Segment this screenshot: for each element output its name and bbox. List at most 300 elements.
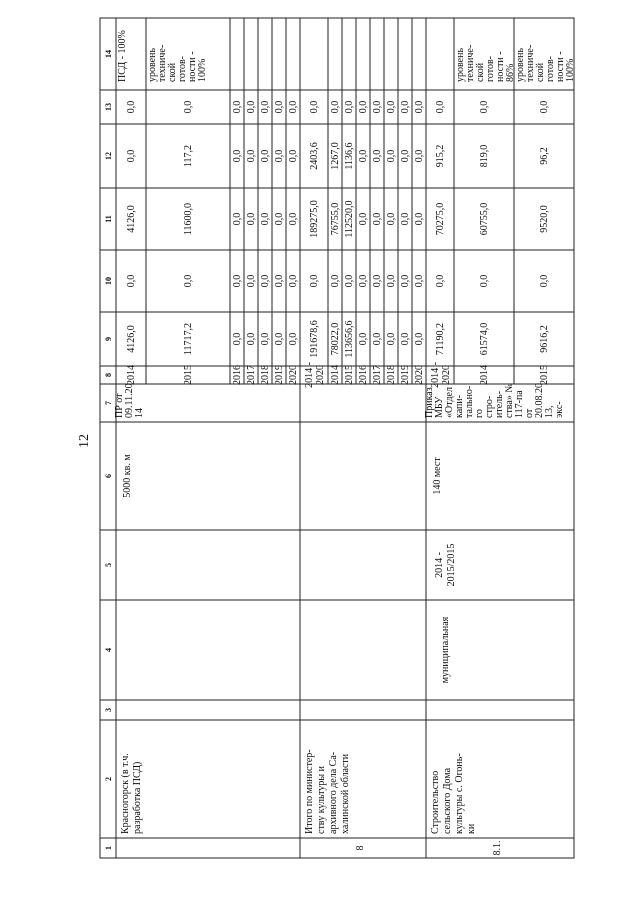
- value-cell: [358, 101, 369, 114]
- note-cell-line: ПСД - 100%: [117, 30, 128, 82]
- document-cell-line: Приказ: [424, 387, 435, 418]
- document-cell-line: ства» №: [504, 383, 515, 418]
- value-cell: [479, 323, 490, 356]
- value-cell-line: 0,0: [479, 274, 490, 288]
- value-cell: [330, 101, 341, 114]
- document-cell-line: от: [524, 408, 535, 418]
- note-cell-line: уровень: [147, 47, 158, 82]
- value-cell-line: 0,0: [126, 149, 137, 163]
- value-cell-line: 2017: [246, 365, 257, 385]
- note-cell-line: готов-: [545, 55, 556, 82]
- object-name-cell: [120, 753, 143, 834]
- note-cell-line: 86%: [505, 63, 516, 82]
- value-cell-line: 2015: [183, 365, 194, 385]
- value-cell: [358, 213, 369, 226]
- value-cell-line: 0,0: [246, 100, 257, 114]
- value-cell-line: 0,0: [539, 274, 550, 288]
- value-cell: [372, 150, 383, 163]
- row-number-cell: [492, 841, 503, 856]
- value-cell-line: 0,0: [479, 100, 490, 114]
- value-cell-line: 0,0: [414, 212, 425, 226]
- value-cell: [309, 320, 320, 358]
- object-name-cell-line: Строительство: [430, 770, 441, 834]
- column-number-2-line: 2: [104, 777, 113, 781]
- value-cell-line: 0,0: [400, 332, 411, 346]
- column-number-9-line: 9: [104, 337, 113, 341]
- period-cell-line: 2015/2015: [446, 543, 457, 587]
- object-name-cell-line: халинской области: [340, 753, 351, 834]
- document-cell-line: 117-па: [514, 390, 525, 418]
- value-cell: [539, 205, 550, 233]
- value-cell: [372, 101, 383, 114]
- value-cell-line: 11600,0: [183, 202, 194, 236]
- value-cell-line: 0,0: [386, 274, 397, 288]
- column-number-1-line: 1: [104, 846, 113, 850]
- document-cell-line: итель-: [494, 390, 505, 418]
- object-name-cell-line: ки: [466, 823, 477, 834]
- value-cell-line: 0,0: [372, 149, 383, 163]
- value-cell: [309, 142, 320, 170]
- value-cell: [232, 365, 243, 385]
- value-cell-line: 11717,2: [183, 322, 194, 356]
- value-cell: [400, 275, 411, 288]
- value-cell-line: 0,0: [183, 100, 194, 114]
- note-cell-line: готов-: [485, 55, 496, 82]
- value-cell-line: 0,0: [386, 332, 397, 346]
- capacity-cell-line: 140 мест: [432, 457, 443, 495]
- ownership-cell: [440, 616, 451, 683]
- row-number-cell-line: 8: [355, 845, 366, 851]
- value-cell: [126, 150, 137, 163]
- value-cell-line: 189275,0: [309, 200, 320, 238]
- column-number-1: [104, 846, 113, 850]
- value-cell: [435, 101, 446, 114]
- value-cell-line: 0,0: [232, 274, 243, 288]
- value-cell-line: 117,2: [183, 144, 194, 168]
- value-cell: [246, 101, 257, 114]
- value-cell-line: 60755,0: [479, 202, 490, 236]
- value-cell-line: 2403,6: [309, 142, 320, 170]
- value-cell-line: 113656,6: [344, 320, 355, 358]
- value-cell-line: 0,0: [372, 274, 383, 288]
- document-cell-line: «Отдел: [444, 387, 455, 418]
- value-cell: [539, 101, 550, 114]
- document-cell-line: стро-: [484, 395, 495, 418]
- value-cell-line: 0,0: [288, 149, 299, 163]
- column-number-14-line: 14: [104, 50, 113, 58]
- value-cell: [288, 101, 299, 114]
- year-cell-line: 2020: [441, 365, 452, 385]
- value-cell-line: 0,0: [288, 100, 299, 114]
- value-cell: [435, 275, 446, 288]
- document-cell-line: 13,: [544, 405, 555, 418]
- object-name-cell-line: ству культуры и: [316, 766, 327, 834]
- value-cell-line: 112520,0: [344, 200, 355, 238]
- value-cell: [126, 205, 137, 233]
- value-cell: [330, 275, 341, 288]
- value-cell-line: 0,0: [183, 274, 194, 288]
- value-cell: [232, 101, 243, 114]
- value-cell-line: 0,0: [358, 332, 369, 346]
- value-cell: [479, 203, 490, 236]
- value-cell-line: 0,0: [232, 149, 243, 163]
- column-number-13-line: 13: [104, 103, 113, 111]
- document-cell-line: 14: [134, 408, 145, 418]
- value-cell-line: 2015: [344, 365, 355, 385]
- value-cell: [309, 275, 320, 288]
- value-cell: [539, 147, 550, 165]
- value-cell-line: 0,0: [232, 100, 243, 114]
- value-cell-line: 4126,0: [126, 205, 137, 233]
- column-number-10: [104, 277, 113, 285]
- object-name-cell-line: сельского Дома: [442, 767, 453, 834]
- value-cell: [400, 101, 411, 114]
- document-cell-line: ПР от: [114, 393, 125, 418]
- value-cell: [358, 365, 369, 385]
- value-cell: [126, 325, 137, 353]
- value-cell-line: 2016: [358, 365, 369, 385]
- note-cell-line: ской: [475, 62, 486, 82]
- value-cell-line: 2014: [330, 365, 341, 385]
- value-cell: [386, 333, 397, 346]
- value-cell-line: 0,0: [386, 100, 397, 114]
- value-cell-line: 0,0: [414, 274, 425, 288]
- column-number-3: [104, 708, 113, 712]
- document-cell-line: МБУ: [434, 396, 445, 418]
- value-cell-line: 0,0: [358, 212, 369, 226]
- value-cell: [400, 333, 411, 346]
- value-cell-line: 2018: [386, 365, 397, 385]
- value-cell: [400, 213, 411, 226]
- note-cell-line: техниче-: [465, 44, 476, 82]
- value-cell-line: 2014: [126, 365, 137, 385]
- value-cell-line: 2018: [260, 365, 271, 385]
- value-cell-line: 0,0: [260, 274, 271, 288]
- value-cell: [414, 101, 425, 114]
- value-cell-line: 0,0: [274, 149, 285, 163]
- value-cell-line: 0,0: [344, 100, 355, 114]
- value-cell: [344, 365, 355, 385]
- value-cell: [358, 150, 369, 163]
- year-cell-line: 2014 -: [304, 362, 315, 388]
- column-number-11-line: 11: [104, 215, 113, 223]
- document-cell-line: тально-: [464, 385, 475, 418]
- value-cell-line: 0,0: [232, 332, 243, 346]
- value-cell: [246, 333, 257, 346]
- value-cell: [479, 365, 490, 385]
- page-number: [77, 434, 92, 448]
- capacity-cell: [122, 454, 133, 498]
- value-cell-line: 0,0: [274, 212, 285, 226]
- value-cell-line: 0,0: [372, 332, 383, 346]
- value-cell: [386, 213, 397, 226]
- value-cell: [386, 150, 397, 163]
- note-cell: [455, 45, 516, 82]
- column-number-6: [104, 474, 113, 478]
- value-cell-line: 2020: [288, 365, 299, 385]
- value-cell-line: 0,0: [372, 100, 383, 114]
- value-cell-line: 0,0: [260, 149, 271, 163]
- value-cell: [183, 323, 194, 355]
- note-cell-line: ности -: [495, 51, 506, 82]
- column-number-5: [104, 563, 113, 567]
- object-name-cell-line: Итого по министер-: [304, 749, 315, 834]
- note-cell-line: ности -: [187, 51, 198, 82]
- document-cell: [424, 383, 565, 418]
- object-name-cell-line: Красногорск (в т.ч.: [120, 753, 131, 834]
- column-number-3-line: 3: [104, 708, 113, 712]
- value-cell-line: 0,0: [126, 274, 137, 288]
- note-cell-line: готов-: [177, 55, 188, 82]
- value-cell: [358, 333, 369, 346]
- value-cell: [288, 333, 299, 346]
- value-cell: [183, 275, 194, 288]
- value-cell: [183, 145, 194, 167]
- column-number-11: [104, 215, 113, 223]
- value-cell-line: 0,0: [435, 274, 446, 288]
- value-cell-line: 0,0: [358, 149, 369, 163]
- value-cell-line: 9616,2: [539, 325, 550, 353]
- value-cell: [126, 365, 137, 385]
- value-cell: [386, 101, 397, 114]
- note-cell-line: ской: [167, 62, 178, 82]
- value-cell-line: 0,0: [309, 274, 320, 288]
- value-cell-line: 1136,6: [344, 142, 355, 170]
- value-cell-line: 0,0: [260, 100, 271, 114]
- value-cell-line: 0,0: [358, 274, 369, 288]
- value-cell-line: 0,0: [414, 332, 425, 346]
- value-cell: [414, 213, 425, 226]
- value-cell: [330, 142, 341, 170]
- value-cell: [274, 101, 285, 114]
- column-number-7: [104, 401, 113, 405]
- value-cell: [246, 275, 257, 288]
- document-cell-line: капи-: [454, 394, 465, 418]
- value-cell: [400, 365, 411, 385]
- value-cell-line: 2017: [372, 365, 383, 385]
- value-cell: [260, 365, 271, 385]
- value-cell: [372, 213, 383, 226]
- ownership-cell-line: муниципальная: [440, 616, 451, 684]
- value-cell-line: 915,2: [435, 144, 446, 168]
- value-cell-line: 0,0: [260, 332, 271, 346]
- value-cell: [344, 320, 355, 357]
- value-cell-line: 2019: [274, 365, 285, 385]
- value-cell-line: 0,0: [414, 149, 425, 163]
- value-cell-line: 9520,0: [539, 205, 550, 233]
- value-cell: [183, 203, 194, 235]
- object-name-cell-line: культуры с. Огонь-: [454, 753, 465, 834]
- note-cell-line: уровень: [455, 47, 466, 82]
- value-cell: [344, 142, 355, 169]
- value-cell: [344, 200, 355, 237]
- column-number-6-line: 6: [104, 474, 113, 478]
- period-cell: [434, 544, 457, 587]
- row-number-cell: [355, 846, 366, 851]
- value-cell: [435, 203, 446, 236]
- value-cell-line: 0,0: [232, 212, 243, 226]
- column-number-12: [104, 152, 113, 160]
- value-cell-line: 0,0: [246, 332, 257, 346]
- column-number-9: [104, 337, 113, 341]
- value-cell: [372, 365, 383, 385]
- value-cell-line: 0,0: [246, 212, 257, 226]
- column-number-12-line: 12: [104, 152, 113, 160]
- value-cell-line: 0,0: [539, 100, 550, 114]
- value-cell-line: 0,0: [288, 332, 299, 346]
- value-cell: [183, 365, 194, 385]
- value-cell-line: 0,0: [246, 149, 257, 163]
- row-number-cell-line: 8.1.: [492, 840, 503, 856]
- note-cell: [117, 30, 128, 82]
- value-cell-line: 0,0: [126, 100, 137, 114]
- value-cell: [479, 145, 490, 168]
- period-cell-line: 2014 -: [434, 552, 445, 578]
- note-cell-line: техниче-: [157, 44, 168, 82]
- value-cell-line: 0,0: [414, 100, 425, 114]
- value-cell: [372, 333, 383, 346]
- year-cell-line: 2020: [315, 365, 326, 385]
- value-cell-line: 0,0: [260, 212, 271, 226]
- value-cell-line: 0,0: [400, 149, 411, 163]
- value-cell-line: 96,2: [539, 147, 550, 165]
- value-cell: [288, 150, 299, 163]
- page-number-line: 12: [77, 434, 92, 448]
- value-cell: [288, 275, 299, 288]
- value-cell: [232, 333, 243, 346]
- value-cell-line: 76755,0: [330, 202, 341, 236]
- object-name-cell: [430, 753, 477, 834]
- value-cell-line: 0,0: [288, 274, 299, 288]
- column-number-10-line: 10: [104, 277, 113, 285]
- value-cell: [309, 200, 320, 238]
- note-cell-line: 100%: [197, 58, 208, 82]
- value-cell: [344, 275, 355, 288]
- value-cell: [232, 213, 243, 226]
- note-cell-line: техниче-: [525, 44, 536, 82]
- document-cell-line: экс-: [554, 401, 565, 418]
- value-cell-line: 819,0: [479, 144, 490, 168]
- value-cell-line: 61574,0: [479, 322, 490, 356]
- value-cell: [260, 101, 271, 114]
- value-cell-line: 4126,0: [126, 325, 137, 353]
- value-cell-line: 0,0: [309, 100, 320, 114]
- value-cell: [330, 365, 341, 385]
- value-cell: [288, 213, 299, 226]
- column-number-14: [104, 50, 113, 58]
- value-cell-line: 0,0: [400, 100, 411, 114]
- value-cell: [274, 150, 285, 163]
- value-cell: [126, 275, 137, 288]
- column-number-13: [104, 103, 113, 111]
- value-cell: [414, 275, 425, 288]
- value-cell: [232, 150, 243, 163]
- note-cell-line: 100%: [565, 58, 576, 82]
- value-cell: [479, 275, 490, 288]
- value-cell: [358, 275, 369, 288]
- value-cell: [435, 145, 446, 168]
- value-cell: [260, 150, 271, 163]
- value-cell: [260, 275, 271, 288]
- value-cell: [183, 101, 194, 114]
- value-cell: [344, 101, 355, 114]
- column-number-7-line: 7: [104, 401, 113, 405]
- value-cell: [435, 323, 446, 355]
- document-cell-line: го: [474, 409, 485, 418]
- value-cell: [539, 325, 550, 353]
- value-cell: [372, 275, 383, 288]
- value-cell: [414, 150, 425, 163]
- document-cell: [114, 383, 145, 418]
- value-cell-line: 0,0: [400, 274, 411, 288]
- value-cell-line: 1267,0: [330, 142, 341, 170]
- object-name-cell-line: архивного дела Са-: [328, 751, 339, 834]
- value-cell-line: 0,0: [386, 149, 397, 163]
- value-cell: [260, 213, 271, 226]
- value-cell-line: 0,0: [344, 274, 355, 288]
- value-cell-line: 2016: [232, 365, 243, 385]
- value-cell: [386, 275, 397, 288]
- note-cell-line: уровень: [515, 47, 526, 82]
- capacity-cell: [432, 457, 443, 495]
- value-cell-line: 0,0: [372, 212, 383, 226]
- value-cell: [260, 333, 271, 346]
- value-cell: [479, 101, 490, 114]
- document-cell-line: 20.08.20: [534, 383, 545, 418]
- value-cell-line: 191678,6: [309, 320, 320, 358]
- object-name-cell-line: разработка ПСД): [132, 761, 143, 834]
- value-cell: [274, 275, 285, 288]
- value-cell: [414, 333, 425, 346]
- column-number-5-line: 5: [104, 563, 113, 567]
- value-cell: [539, 365, 550, 385]
- value-cell: [274, 365, 285, 385]
- value-cell: [246, 365, 257, 385]
- value-cell-line: 2020: [414, 365, 425, 385]
- value-cell: [126, 101, 137, 114]
- object-name-cell: [304, 749, 351, 834]
- value-cell: [274, 213, 285, 226]
- column-number-8-line: 8: [104, 373, 113, 377]
- value-cell-line: 2014: [479, 365, 490, 385]
- value-cell: [414, 365, 425, 385]
- note-cell-line: ской: [535, 62, 546, 82]
- value-cell-line: 0,0: [274, 100, 285, 114]
- value-cell: [232, 275, 243, 288]
- value-cell: [274, 333, 285, 346]
- value-cell: [246, 150, 257, 163]
- value-cell: [246, 213, 257, 226]
- value-cell-line: 78022,0: [330, 322, 341, 356]
- value-cell: [309, 101, 320, 114]
- value-cell: [330, 323, 341, 356]
- value-cell: [386, 365, 397, 385]
- value-cell-line: 0,0: [246, 274, 257, 288]
- value-cell-line: 0,0: [435, 100, 446, 114]
- value-cell-line: 2019: [400, 365, 411, 385]
- value-cell: [539, 275, 550, 288]
- value-cell: [400, 150, 411, 163]
- column-number-8: [104, 373, 113, 377]
- value-cell-line: 2015: [539, 365, 550, 385]
- column-number-4-line: 4: [104, 648, 113, 652]
- note-cell: [147, 45, 208, 82]
- value-cell: [288, 365, 299, 385]
- value-cell-line: 71190,2: [435, 322, 446, 356]
- note-cell-line: ности -: [555, 51, 566, 82]
- value-cell-line: 0,0: [330, 274, 341, 288]
- column-number-4: [104, 648, 113, 652]
